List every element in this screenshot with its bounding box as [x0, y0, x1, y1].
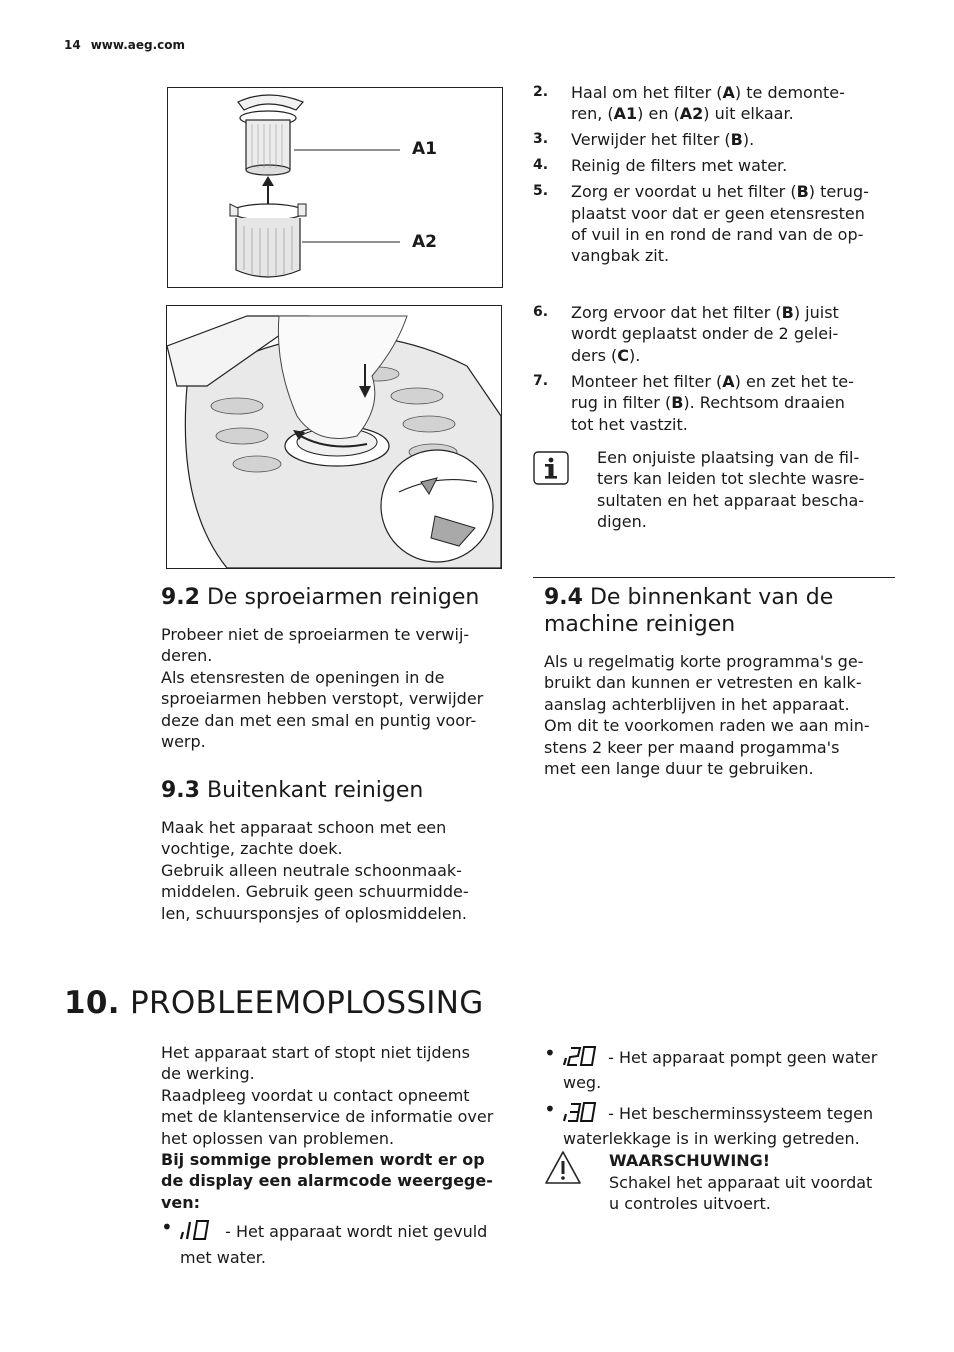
- alarm-code-display: [563, 1045, 599, 1072]
- steps-list-b: [533, 302, 903, 439]
- section-body-9-2: Probeer niet de sproeiarmen te verwij- deren. Als etensresten de openingen in de sproeiarmen hebben verstopt, verwijder deze dan met een smal en puntig voor- werp.: [161, 625, 484, 752]
- chapter-10-left-column: [161, 1042, 521, 1268]
- alarm-text: - Het apparaat wordt niet gevuld met water.: [180, 1222, 488, 1267]
- page-header: [64, 38, 185, 52]
- step-item-6: 6. Zorg ervoor dat het filter (B) juist wordt geplaatst onder de 2 gelei- ders (C).: [533, 303, 839, 365]
- website-url: www.aeg.com: [90, 38, 185, 52]
- chapter-10-right-column: [544, 1041, 899, 1150]
- step-item-7: 7. Monteer het filter (A) en zet het te- rug in filter (B). Rechtsom draaien tot het vastzit.: [533, 371, 854, 434]
- step-item-5: 5. Zorg er voordat u het filter (B) terug- plaatst voor dat er geen etensresten of vuil in en rond de rand van de op- vangbak zit.: [533, 182, 869, 266]
- chapter-heading-10: 10. PROBLEEMOPLOSSING: [64, 985, 484, 1021]
- chapter-10-intro-bold: Bij sommige problemen wordt er op de display een alarmcode weergege- ven:: [161, 1150, 493, 1212]
- step-item-4: 4. Reinig de filters met water.: [533, 156, 788, 176]
- filter-installation-figure: [166, 305, 502, 569]
- alarm-text: - Het apparaat pompt geen water weg.: [563, 1048, 878, 1093]
- label-a1: A1: [412, 139, 437, 159]
- steps-list-a: [533, 82, 903, 271]
- step-number: 7.: [533, 372, 549, 389]
- step-number: 3.: [533, 131, 549, 148]
- step-number: 5.: [533, 183, 549, 200]
- bullet: •: [544, 1041, 556, 1065]
- step-number: 2.: [533, 84, 549, 100]
- alarm-item-i30: [544, 1096, 899, 1150]
- alarm-item-i20: [544, 1041, 899, 1094]
- step-number: 4.: [533, 157, 549, 174]
- info-icon: [533, 451, 569, 485]
- chapter-10-intro: Het apparaat start of stopt niet tijdens de werking. Raadpleeg voordat u contact opneemt met de klantenservice de informatie over het oplossen van problemen.: [161, 1043, 494, 1148]
- filter-parts-illustration: [168, 88, 502, 287]
- alarm-text: - Het bescherminssysteem tegen waterlekkage is in werking getreden.: [563, 1103, 874, 1149]
- label-a2: A2: [412, 232, 437, 252]
- section-heading-9-2: 9.2 De sproeiarmen reinigen: [161, 585, 480, 610]
- section-body-9-3: Maak het apparaat schoon met een vochtige, zachte doek. Gebruik alleen neutrale schoonmaak- middelen. Gebruik geen schuurmidde- len, schuursponsjes of oplosmiddelen.: [161, 818, 469, 923]
- alarm-item-i10: [161, 1215, 521, 1268]
- step-item-2: 2. Haal om het filter (A) te demonte- ren, (A1) en (A2) uit elkaar.: [533, 83, 845, 124]
- alarm-code-display: [563, 1101, 599, 1128]
- filter-installation-illustration: [167, 306, 501, 568]
- section-heading-9-3: 9.3 Buitenkant reinigen: [161, 778, 424, 803]
- step-number: 6.: [533, 304, 549, 320]
- info-note-text: Een onjuiste plaatsing van de fil- ters kan leiden tot slechte wasre- sultaten en het apparaat bescha- digen.: [597, 448, 865, 532]
- warning-text: Schakel het apparaat uit voordat u controles uitvoert.: [609, 1173, 873, 1214]
- section-divider: [533, 577, 895, 578]
- bullet: •: [544, 1096, 556, 1121]
- section-heading-9-4: 9.4 De binnenkant van de machine reinigen: [544, 585, 834, 637]
- filter-parts-figure: [167, 87, 503, 288]
- warning-title: WAARSCHUWING!: [609, 1151, 771, 1170]
- page-number: 14: [64, 38, 81, 52]
- alarm-code-display: [180, 1219, 216, 1246]
- warning-icon: [544, 1150, 582, 1186]
- bullet: •: [161, 1215, 173, 1240]
- step-item-3: 3. Verwijder het filter (B).: [533, 130, 755, 150]
- section-body-9-4: Als u regelmatig korte programma's ge- bruikt dan kunnen er vetresten en kalk- aanslag achterblijven in het apparaat. Om dit te voorkomen raden we aan min- stens 2 keer per maand progamma's met een lange duur te gebruiken.: [544, 652, 870, 779]
